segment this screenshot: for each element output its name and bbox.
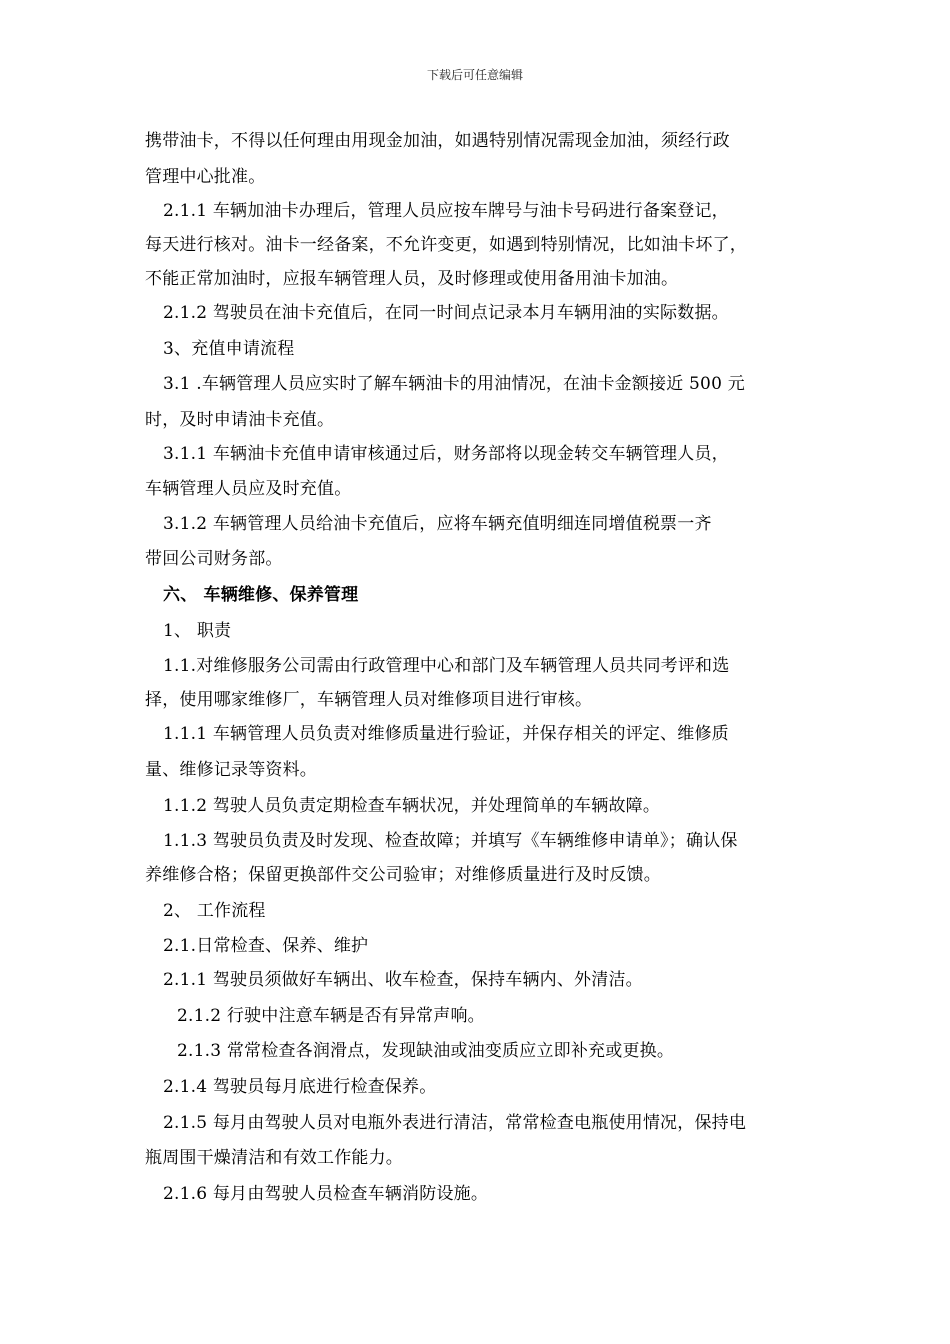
text-line: 3.1.2 车辆管理人员给油卡充值后，应将车辆充值明细连同增值税票一齐 — [163, 514, 712, 534]
text-line: 2.1.1 车辆加油卡办理后，管理人员应按车牌号与油卡号码进行备案登记， — [163, 201, 729, 221]
text-line: 2.1.6 每月由驾驶人员检查车辆消防设施。 — [163, 1184, 489, 1204]
text-line: 2.1.2 行驶中注意车辆是否有异常声响。 — [177, 1006, 485, 1026]
text-line: 2.1.5 每月由驾驶人员对电瓶外表进行清洁，常常检查电瓶使用情况，保持电 — [163, 1113, 747, 1133]
text-line: 2、 工作流程 — [163, 901, 266, 921]
text-line: 携带油卡，不得以任何理由用现金加油，如遇特别情况需现金加油，须经行政 — [145, 131, 730, 151]
text-line: 1、 职责 — [163, 621, 232, 641]
text-line: 2.1.2 驾驶员在油卡充值后，在同一时间点记录本月车辆用油的实际数据。 — [163, 303, 729, 323]
text-line: 2.1.4 驾驶员每月底进行检查保养。 — [163, 1077, 437, 1097]
text-line: 2.1.日常检查、保养、维护 — [163, 936, 369, 956]
text-line: 2.1.1 驾驶员须做好车辆出、收车检查，保持车辆内、外清洁。 — [163, 970, 643, 990]
text-line: 不能正常加油时，应报车辆管理人员，及时修理或使用备用油卡加油。 — [145, 269, 679, 289]
text-line: 时，及时申请油卡充值。 — [145, 410, 335, 430]
text-line: 1.1.1 车辆管理人员负责对维修质量进行验证，并保存相关的评定、维修质 — [163, 724, 729, 744]
text-line: 择，使用哪家维修厂，车辆管理人员对维修项目进行审核。 — [145, 690, 593, 710]
text-line: 车辆管理人员应及时充值。 — [145, 479, 352, 499]
text-line: 1.1.3 驾驶员负责及时发现、检查故障；并填写《车辆维修申请单》；确认保 — [163, 831, 738, 851]
text-line: 六、 车辆维修、保养管理 — [163, 585, 359, 605]
text-line: 1.1.2 驾驶人员负责定期检查车辆状况，并处理简单的车辆故障。 — [163, 796, 661, 816]
text-line: 带回公司财务部。 — [145, 549, 283, 569]
text-line: 养维修合格；保留更换部件交公司验审；对维修质量进行及时反馈。 — [145, 865, 661, 885]
text-line: 3.1 .车辆管理人员应实时了解车辆油卡的用油情况，在油卡金额接近 500 元 — [163, 374, 745, 394]
text-line: 量、维修记录等资料。 — [145, 760, 317, 780]
text-line: 瓶周围干燥清洁和有效工作能力。 — [145, 1148, 403, 1168]
text-line: 2.1.3 常常检查各润滑点，发现缺油或油变质应立即补充或更换。 — [177, 1041, 675, 1061]
text-line: 1.1.对维修服务公司需由行政管理中心和部门及车辆管理人员共同考评和选 — [163, 656, 730, 676]
text-line: 3.1.1 车辆油卡充值申请审核通过后，财务部将以现金转交车辆管理人员， — [163, 444, 729, 464]
text-line: 3、充值申请流程 — [163, 339, 295, 359]
text-line: 管理中心批准。 — [145, 167, 266, 187]
text-line: 每天进行核对。油卡一经备案，不允许变更，如遇到特别情况，比如油卡坏了， — [145, 235, 747, 255]
page-header: 下载后可任意编辑 — [426, 68, 523, 82]
